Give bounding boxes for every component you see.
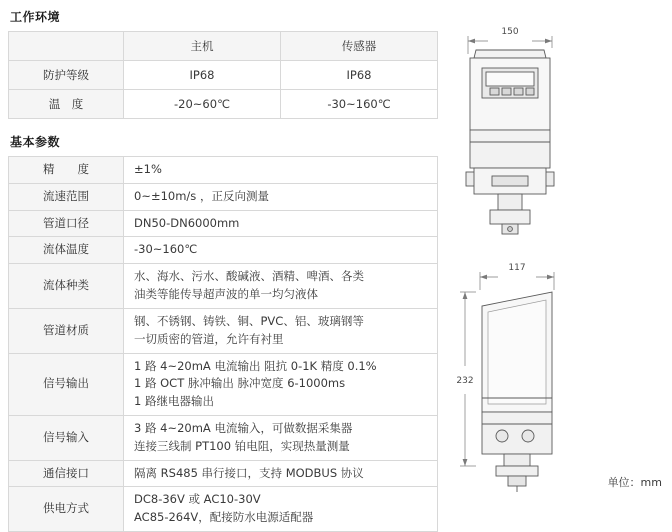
param-label-5: 管道材质	[9, 308, 124, 353]
param-line: 1 路继电器输出	[134, 394, 214, 409]
env-row-sensor-1: -30~160℃	[281, 90, 438, 119]
param-line: 一切质密的管道，允许有衬里	[134, 331, 284, 346]
env-header-corner	[9, 32, 124, 61]
param-label-0: 精 度	[9, 157, 124, 184]
unit-note: 单位：mm	[607, 476, 662, 489]
product-dimension-drawing	[440, 0, 672, 500]
section-title-parameters: 基本参数	[10, 135, 61, 149]
table-row	[9, 237, 438, 264]
table-row	[9, 90, 438, 119]
spec-tables-column	[8, 0, 438, 532]
param-line: 钢、不锈钢、铸铁、铜、PVC、铝、玻璃钢等	[134, 313, 364, 328]
table-row	[9, 183, 438, 210]
param-line: -30~160℃	[134, 242, 198, 257]
param-value-0	[124, 157, 438, 184]
param-value-9	[124, 487, 438, 532]
param-line: 0~±10m/s ，正反向测量	[134, 188, 269, 203]
table-row	[9, 264, 438, 309]
param-line: AC85-264V，配接防水电源适配器	[134, 510, 314, 525]
env-header-sensor: 传感器	[281, 32, 438, 61]
param-line: 1 路 OCT 脉冲输出 脉冲宽度 6-1000ms	[134, 376, 346, 391]
env-row-sensor-0: IP68	[281, 61, 438, 90]
table-row	[9, 210, 438, 237]
env-row-label-1: 温 度	[9, 90, 124, 119]
param-value-7	[124, 415, 438, 460]
param-value-8	[124, 460, 438, 487]
product-drawing-column	[440, 0, 672, 518]
param-line: 水、海水、污水、酸碱液、酒精、啤酒、各类	[134, 269, 364, 284]
param-label-2: 管道口径	[9, 210, 124, 237]
section-title-environment: 工作环境	[10, 10, 61, 24]
param-line: DN50-DN6000mm	[134, 215, 240, 230]
param-value-3	[124, 237, 438, 264]
parameters-table	[8, 156, 438, 532]
env-row-host-0: IP68	[124, 61, 281, 90]
param-label-9: 供电方式	[9, 487, 124, 532]
table-row	[9, 353, 438, 415]
param-value-1	[124, 183, 438, 210]
param-label-7: 信号输入	[9, 415, 124, 460]
environment-table	[8, 31, 438, 119]
param-line: 连接三线制 PT100 铂电阻，实现热量测量	[134, 438, 350, 453]
table-row	[9, 157, 438, 184]
table-row	[9, 460, 438, 487]
param-value-4	[124, 264, 438, 309]
param-line: 隔离 RS485 串行接口，支持 MODBUS 协议	[134, 465, 364, 480]
table-row	[9, 61, 438, 90]
param-line: 油类等能传导超声波的单一均匀液体	[134, 287, 318, 302]
param-line: 3 路 4~20mA 电流输入，可做数据采集器	[134, 420, 353, 435]
env-header-host: 主机	[124, 32, 281, 61]
param-label-6: 信号输出	[9, 353, 124, 415]
env-row-host-1: -20~60℃	[124, 90, 281, 119]
param-label-3: 流体温度	[9, 237, 124, 264]
param-label-8: 通信接口	[9, 460, 124, 487]
table-row	[9, 487, 438, 532]
table-row	[9, 415, 438, 460]
dimension-label-top: 150	[501, 27, 519, 37]
param-line: DC8-36V 或 AC10-30V	[134, 492, 261, 507]
env-row-label-0: 防护等级	[9, 61, 124, 90]
param-label-4: 流体种类	[9, 264, 124, 309]
param-label-1: 流速范围	[9, 183, 124, 210]
param-line: ±1%	[134, 162, 162, 176]
table-row	[9, 308, 438, 353]
param-line: 1 路 4~20mA 电流输出 阻抗 0-1K 精度 0.1%	[134, 358, 377, 373]
param-value-5	[124, 308, 438, 353]
dimension-label-side: 232	[456, 376, 474, 386]
dimension-label-mid: 117	[508, 263, 526, 273]
table-row	[9, 32, 438, 61]
param-value-6	[124, 353, 438, 415]
param-value-2	[124, 210, 438, 237]
